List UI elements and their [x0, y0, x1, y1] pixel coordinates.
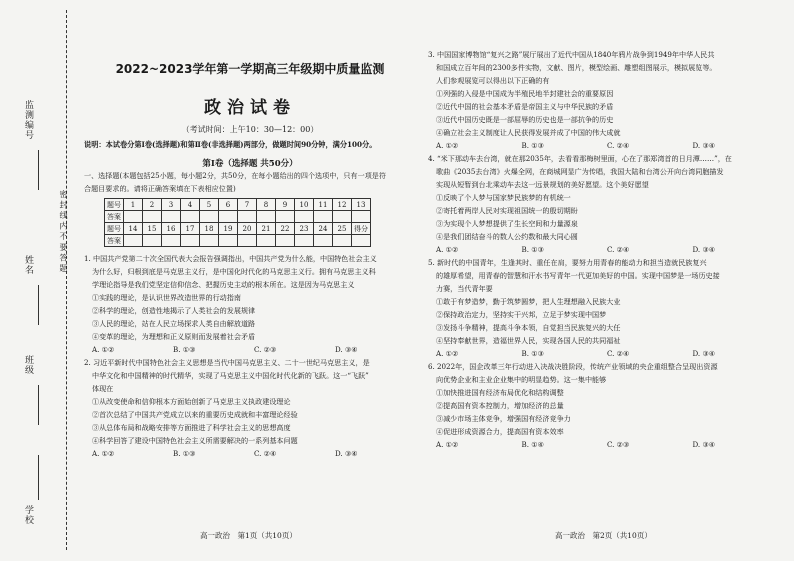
class-field[interactable] — [38, 385, 39, 425]
statement-option: ①反映了个人梦与国家梦民族梦的有机统一 — [436, 193, 571, 202]
answer-table-header-cell: 6 — [219, 199, 238, 211]
choice-b[interactable]: B. ①③ — [173, 449, 196, 458]
question-text: 中华文化和中国精神的时代精华，实现了马克思主义中国化时代化新的飞跃。这一“飞跃” — [92, 371, 369, 380]
question-text: 的雄厚希望，用青春的智慧和汗水书写青年一代更加美好的中国。实现中国梦是一场历史接 — [436, 271, 720, 280]
answer-table-header-cell: 9 — [276, 199, 295, 211]
answer-table-header-cell: 8 — [257, 199, 276, 211]
answer-cell[interactable] — [124, 235, 143, 247]
answer-table-header-cell: 3 — [162, 199, 181, 211]
answer-table-header-cell: 12 — [333, 199, 352, 211]
answer-cell[interactable] — [219, 235, 238, 247]
name-label: 姓名 — [23, 255, 33, 275]
school-field[interactable] — [38, 455, 39, 500]
answer-cell[interactable] — [314, 211, 333, 223]
answer-cell[interactable] — [276, 235, 295, 247]
exam-title: 2022~2023学年第一学期高三年级期中质量监测 — [115, 62, 385, 76]
answer-table-header-cell: 16 — [162, 223, 181, 235]
answer-table-header-cell: 21 — [257, 223, 276, 235]
class-label: 班级 — [23, 355, 33, 375]
page-footer-left: 高一政治 第1页（共10页） — [200, 531, 297, 540]
answer-table-header-cell: 14 — [124, 223, 143, 235]
statement-option: ③近代中国历史既是一部屈辱的历史也是一部抗争的历史 — [436, 115, 614, 124]
answer-cell[interactable] — [352, 235, 371, 247]
answer-table-header-cell: 11 — [314, 199, 333, 211]
answer-cell[interactable] — [162, 235, 181, 247]
question-1 — [84, 252, 416, 356]
answer-table-header-cell: 1 — [124, 199, 143, 211]
choices — [428, 347, 778, 360]
exam-no-field[interactable] — [38, 150, 39, 190]
answer-table-header-cell: 2 — [143, 199, 162, 211]
question-text: 体现在 — [92, 384, 114, 393]
answer-table-row — [105, 211, 371, 223]
answer-table-header-cell: 4 — [181, 199, 200, 211]
answer-cell[interactable] — [352, 211, 371, 223]
page-footer-right: 高一政治 第2页（共10页） — [555, 531, 652, 540]
answer-table-header-cell: 答案 — [105, 211, 124, 223]
question-6 — [428, 360, 778, 451]
choice-a[interactable]: A. ①② — [92, 449, 115, 458]
fold-warning: 密 封 线 内 不 要 答 题 — [59, 190, 68, 272]
statement-option: ③从总体布局和战略安排等方面推进了科学社会主义的思想高度 — [92, 423, 291, 432]
answer-cell[interactable] — [143, 211, 162, 223]
exam-no-label: 监测编号 — [23, 100, 33, 140]
statement-option: ①从改变使命和信仰根本方面始创新了马克思主义执政建设理论 — [92, 397, 291, 406]
answer-cell[interactable] — [238, 235, 257, 247]
answer-cell[interactable] — [276, 211, 295, 223]
statement-option: ②首次总结了中国共产党成立以来的重要历史成就和丰富理论经验 — [92, 410, 298, 419]
question-text: 6. 2022年，国企改革三年行动进入决战决胜阶段，传统产业领域的央企重组整合呈现出资源 — [428, 362, 718, 371]
statement-option: ①列强的入侵是中国成为半殖民地半封建社会的重要原因 — [436, 89, 614, 98]
question-text: 5. 新时代的中国青年，生逢其时、重任在肩，要努力用青春的能动力和担当造就民族复兴 — [428, 258, 707, 267]
choice-d[interactable]: D. ③④ — [692, 245, 716, 254]
choice-c[interactable]: C. ②③ — [607, 440, 630, 449]
answer-table — [104, 198, 371, 247]
choice-d[interactable]: D. ③④ — [692, 349, 716, 358]
answer-cell[interactable] — [200, 211, 219, 223]
choice-c[interactable]: C. ②④ — [607, 349, 630, 358]
question-text: 1. 中国共产党第二十次全国代表大会报告强调指出，中国共产党为什么能，中国特色社会主义 — [84, 254, 377, 263]
question-text: 2. 习近平新时代中国特色社会主义思想是当代中国马克思主义、二十一世纪马克思主义，是 — [84, 358, 370, 367]
statement-option: ②寄托着两岸人民对实现祖国统一的殷切期盼 — [436, 206, 578, 215]
question-text: 学理论指导是我们党坚定信仰信念、把握历史主动的根本所在。这是因为马克思主义 — [92, 280, 355, 289]
question-text: 3. 中国国家博物馆“复兴之路”展厅展出了近代中国从1840年鸦片战争到1949年中华人民共 — [428, 50, 715, 59]
statement-option: ③人民的理论，站在人民立场探求人类自由解放道路 — [92, 319, 256, 328]
statement-option: ③发扬斗争精神，提高斗争本领，自觉担当民族复兴的大任 — [436, 323, 621, 332]
subject-title: 政治试卷 — [204, 98, 296, 118]
question-text: 为什么好，归根到底是马克思主义行，是中国化时代化的马克思主义行。拥有马克思主义科 — [92, 267, 376, 276]
right-page — [428, 48, 778, 451]
answer-cell[interactable] — [181, 235, 200, 247]
answer-cell[interactable] — [333, 211, 352, 223]
statement-option: ④坚持奉献世界，造福世界人民，实现各国人民的共同福祉 — [436, 336, 621, 345]
answer-table-header-cell: 17 — [181, 223, 200, 235]
question-text: 人们参观展览可以得出以下正确的有 — [436, 76, 550, 85]
question-text: 实现从短暂到台北乘动车去这一远景规划的美好愿望。这个美好愿望 — [436, 180, 649, 189]
name-field[interactable] — [38, 285, 39, 325]
question-text: 向优势企业和主业企业集中的明显趋势。这一集中能够 — [436, 375, 607, 384]
answer-table-header-cell: 7 — [238, 199, 257, 211]
instructions-line: 合题目要求的。请将正确答案填在下表相应位置) — [84, 184, 236, 193]
answer-table-header-cell: 22 — [276, 223, 295, 235]
choice-d[interactable]: D. ③④ — [335, 345, 358, 354]
answer-table-header-cell: 25 — [333, 223, 352, 235]
answer-table-header-cell: 23 — [295, 223, 314, 235]
answer-cell[interactable] — [162, 211, 181, 223]
answer-cell[interactable] — [200, 235, 219, 247]
exam-time: （考试时间：上午10：30—12：00） — [181, 125, 319, 134]
question-3 — [428, 48, 778, 152]
question-4 — [428, 152, 778, 256]
choice-a[interactable]: A. ①② — [436, 141, 459, 150]
choice-a[interactable]: A. ①② — [436, 245, 459, 254]
choice-b[interactable]: B. ①③ — [173, 345, 196, 354]
statement-option: ②提高国有资本控制力，增加经济的总量 — [436, 401, 564, 410]
instructions-line: 一、选择题(本题包括25小题，每小题2分，共50分，在每小题给出的四个选项中，只有一项是符 — [84, 171, 386, 180]
question-text: 歌曲《2035去台湾》火爆全网，在商城网显广为传唱，我国大陆和台湾公开向台湾同胞描发 — [436, 167, 724, 176]
answer-table-header-cell: 得分 — [352, 223, 371, 235]
answer-table-header-cell: 15 — [143, 223, 162, 235]
statement-option: ①实践的理论，是认识世界改造世界的行动指南 — [92, 293, 241, 302]
choice-a[interactable]: A. ①② — [92, 345, 115, 354]
seal-line — [66, 10, 67, 550]
choice-c[interactable]: C. ②④ — [607, 245, 630, 254]
choice-c[interactable]: C. ②③ — [254, 345, 277, 354]
choice-d[interactable]: D. ③④ — [692, 440, 716, 449]
binding-margin — [0, 0, 72, 561]
statement-option: ③减少市场主体竞争，增强国有经济竞争力 — [436, 414, 571, 423]
choices — [428, 243, 778, 256]
answer-cell[interactable] — [314, 235, 333, 247]
choice-b[interactable]: B. ①④ — [521, 440, 544, 449]
choices — [428, 438, 778, 451]
answer-cell[interactable] — [257, 211, 276, 223]
answer-cell[interactable] — [181, 211, 200, 223]
answer-table-header-cell: 题号 — [105, 223, 124, 235]
school-label: 学校 — [23, 505, 33, 525]
statement-option: ④是我们团结奋斗的数人公约数和最大同心圆 — [436, 232, 578, 241]
answer-cell[interactable] — [333, 235, 352, 247]
answer-table-header-cell: 5 — [200, 199, 219, 211]
answer-cell[interactable] — [124, 211, 143, 223]
statement-option: ④变革的理论，为理想和正义原则而发展着社会矛盾 — [92, 332, 256, 341]
answer-table-header-cell: 19 — [219, 223, 238, 235]
statement-option: ①加快推进国有经济布局优化和结构调整 — [436, 388, 564, 397]
exam-note: 说明：本试卷分第Ⅰ卷(选择题)和第Ⅱ卷(非选择题)两部分，做题时间90分钟，满分100分。 — [84, 140, 377, 149]
question-2 — [84, 356, 416, 460]
answer-table-row — [105, 199, 371, 211]
choice-d[interactable]: D. ③④ — [692, 141, 716, 150]
statement-option: ②保持政治定力，坚持实干兴邦，立足于梦实现中国梦 — [436, 310, 607, 319]
statement-option: ④确立社会主义制度让人民获得发展并成了中国的伟大成就 — [436, 128, 621, 137]
question-text: 4. “米下那动车去台湾，就在那2035年，去看看那梅树里面，心在了那郑湾首的日月潭……”，在 — [428, 154, 732, 163]
answer-cell[interactable] — [295, 235, 314, 247]
choice-a[interactable]: A. ①② — [436, 440, 459, 449]
question-text: 和国成立百年间的2300多件实物，文献、图片，模型绘画、雕塑组图展示，模拟展览等。 — [436, 63, 717, 72]
answer-table-header-cell: 18 — [200, 223, 219, 235]
answer-cell[interactable] — [143, 235, 162, 247]
choice-d[interactable]: D. ③④ — [335, 449, 358, 458]
answer-table-header-cell: 题号 — [105, 199, 124, 211]
answer-cell[interactable] — [238, 211, 257, 223]
statement-option: ②近代中国的社会基本矛盾是帝国主义与中华民族的矛盾 — [436, 102, 614, 111]
choice-b[interactable]: B. ①③ — [521, 141, 544, 150]
answer-cell[interactable] — [219, 211, 238, 223]
answer-table-header-cell: 24 — [314, 223, 333, 235]
statement-option: ④科学回答了建设中国特色社会主义所需要解决的一系列基本问题 — [92, 436, 298, 445]
statement-option: ①敢于有梦造梦，勤于筑梦圆梦，把人生理想融入民族大业 — [436, 297, 621, 306]
section-title: 第Ⅰ卷（选择题 共50分） — [202, 159, 298, 169]
answer-table-row — [105, 235, 371, 247]
choices — [84, 343, 416, 356]
answer-cell[interactable] — [295, 211, 314, 223]
statement-option: ③为实现个人梦想提供了生长空间和力量源泉 — [436, 219, 578, 228]
left-page — [84, 0, 416, 460]
choice-b[interactable]: B. ①③ — [521, 349, 544, 358]
answer-cell[interactable] — [257, 235, 276, 247]
choice-c[interactable]: C. ②④ — [254, 449, 277, 458]
statement-option: ②科学的理论，创造性地揭示了人类社会的发展规律 — [92, 306, 256, 315]
choices — [428, 139, 778, 152]
question-5 — [428, 256, 778, 360]
choices — [84, 447, 416, 460]
statement-option: ④促进形成资源合力，提高国有资本效率 — [436, 427, 564, 436]
choice-b[interactable]: B. ①③ — [521, 245, 544, 254]
question-text: 力赛，当代青年要 — [436, 284, 493, 293]
answer-table-header-cell: 10 — [295, 199, 314, 211]
answer-table-row — [105, 223, 371, 235]
answer-table-header-cell: 20 — [238, 223, 257, 235]
answer-table-header-cell: 13 — [352, 199, 371, 211]
answer-table-header-cell: 答案 — [105, 235, 124, 247]
choice-c[interactable]: C. ②④ — [607, 141, 630, 150]
choice-a[interactable]: A. ①② — [436, 349, 459, 358]
